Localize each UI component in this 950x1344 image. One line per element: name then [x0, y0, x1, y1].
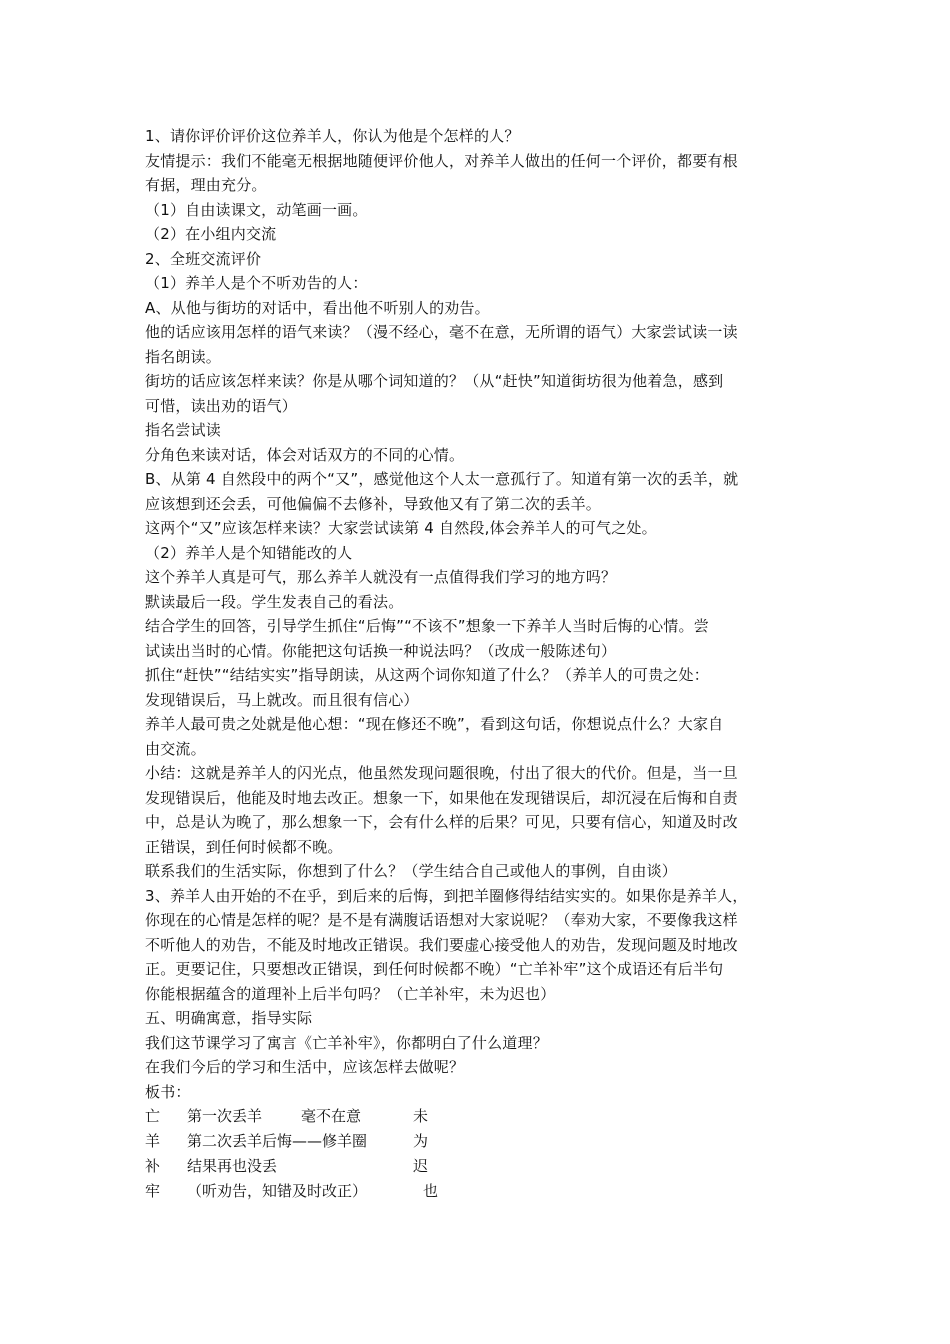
- board-row: [145, 1104, 810, 1129]
- board-char: 羊: [145, 1132, 161, 1150]
- board-row: [145, 1179, 810, 1204]
- board-text: （听劝告，知错及时改正）: [187, 1182, 368, 1200]
- board-char: 补: [145, 1157, 161, 1175]
- board-text: 第一次丢羊: [187, 1107, 263, 1125]
- text-line: 有据，理由充分。: [145, 176, 267, 194]
- text-line: 1、请你评价评价这位养羊人，你认为他是个怎样的人？: [145, 127, 520, 145]
- text-line: B、从第 4 自然段中的两个“又”，感觉他这个人太一意孤行了。知道有第一次的丢羊，就: [145, 470, 739, 488]
- text-line: 由交流。: [145, 739, 206, 758]
- board-text: 毫不在意: [301, 1107, 362, 1125]
- text-line: 你现在的心情是怎样的呢？是不是有满腹话语想对大家说呢？（奉劝大家，不要像我这样: [145, 911, 738, 929]
- board-char: 亡: [145, 1107, 161, 1125]
- text-line: 结合学生的回答，引导学生抓住“后悔”“不该不”想象一下养羊人当时后悔的心情。尝: [145, 617, 709, 635]
- text-line: （2）在小组内交流: [145, 225, 277, 243]
- document-body: [145, 124, 810, 1104]
- text-line: 你能根据蕴含的道理补上后半句吗？（亡羊补牢，未为迟也）: [145, 984, 556, 1003]
- board-row: [145, 1129, 810, 1154]
- text-line: 正错误，到任何时候都不晚。: [145, 837, 343, 856]
- text-line: （1）养羊人是个不听劝告的人：: [145, 274, 368, 292]
- text-line: 五、明确寓意，指导实际: [145, 1009, 313, 1027]
- text-line: 中，总是认为晚了，那么想象一下，会有什么样的后果？可见，只要有信心，知道及时改: [145, 813, 738, 831]
- text-line: 试读出当时的心情。你能把这句话换一种说法吗？（改成一般陈述句）: [145, 641, 617, 660]
- text-line: 不听他人的劝告，不能及时地改正错误。我们要虚心接受他人的劝告，发现问题及时地改: [145, 935, 738, 954]
- text-line: 应该想到还会丢，可他偏偏不去修补，导致他又有了第二次的丢羊。: [145, 494, 602, 513]
- text-line: 可惜，读出劝的语气）: [145, 396, 298, 415]
- text-line: 抓住“赶快”“结结实实”指导朗读，从这两个词你知道了什么？（养羊人的可贵之处：: [145, 666, 709, 684]
- text-line: 发现错误后，马上就改。而且很有信心）: [145, 690, 419, 709]
- text-line: 这个养羊人真是可气，那么养羊人就没有一点值得我们学习的地方吗？: [145, 568, 617, 586]
- document-page: [145, 124, 810, 1204]
- text-line: （1）自由读课文，动笔画一画。: [145, 200, 368, 219]
- text-line: 友情提示：我们不能毫无根据地随便评价他人，对养羊人做出的任何一个评价，都要有根: [145, 151, 738, 170]
- text-line: 他的话应该用怎样的语气来读？（漫不经心，毫不在意，无所谓的语气）大家尝试读一读: [145, 323, 738, 341]
- text-line: 分角色来读对话，体会对话双方的不同的心情。: [145, 445, 465, 464]
- board-char: 为: [413, 1132, 429, 1150]
- board-row: [145, 1154, 810, 1179]
- text-line: 3、养羊人由开始的不在乎，到后来的后悔，到把羊圈修得结结实实的。如果你是养羊人，: [145, 886, 748, 905]
- text-line: 板书：: [145, 1082, 191, 1101]
- text-line: 养羊人最可贵之处就是他心想：“现在修还不晚”，看到这句话，你想说点什么？大家自: [145, 715, 724, 733]
- text-line: 联系我们的生活实际，你想到了什么？（学生结合自己或他人的事例，自由谈）: [145, 862, 678, 880]
- text-line: 默读最后一段。学生发表自己的看法。: [145, 592, 404, 611]
- text-line: 在我们今后的学习和生活中，应该怎样去做呢？: [145, 1058, 465, 1076]
- board-char: 牢: [145, 1182, 161, 1200]
- text-line: 指名尝试读: [145, 421, 222, 439]
- board-text: 第二次丢羊后悔——修羊圈: [187, 1132, 368, 1150]
- text-line: 指名朗读。: [145, 347, 222, 366]
- board-char: 未: [413, 1107, 429, 1125]
- text-line: 街坊的话应该怎样来读？你是从哪个词知道的？（从“赶快”知道街坊很为他着急，感到: [145, 372, 724, 390]
- text-line: 发现错误后，他能及时地去改正。想象一下，如果他在发现错误后，却沉浸在后悔和自责: [145, 788, 738, 807]
- text-line: 正。更要记住，只要想改正错误，到任何时候都不晚）“亡羊补牢”这个成语还有后半句: [145, 960, 724, 978]
- text-line: 我们这节课学习了寓言《亡羊补牢》，你都明白了什么道理？: [145, 1033, 548, 1052]
- text-line: 小结：这就是养羊人的闪光点，他虽然发现问题很晚，付出了很大的代价。但是，当一旦: [145, 764, 738, 782]
- text-line: （2）养羊人是个知错能改的人: [145, 543, 353, 562]
- board-char: 迟: [413, 1157, 429, 1175]
- blackboard-summary: [145, 1104, 810, 1204]
- text-line: A、从他与街坊的对话中，看出他不听别人的劝告。: [145, 298, 490, 317]
- board-char: 也: [423, 1182, 439, 1200]
- text-line: 2、全班交流评价: [145, 249, 262, 268]
- text-line: 这两个“又”应该怎样来读？大家尝试读第 4 自然段,体会养羊人的可气之处。: [145, 519, 657, 537]
- board-text: 结果再也没丢: [187, 1157, 278, 1175]
